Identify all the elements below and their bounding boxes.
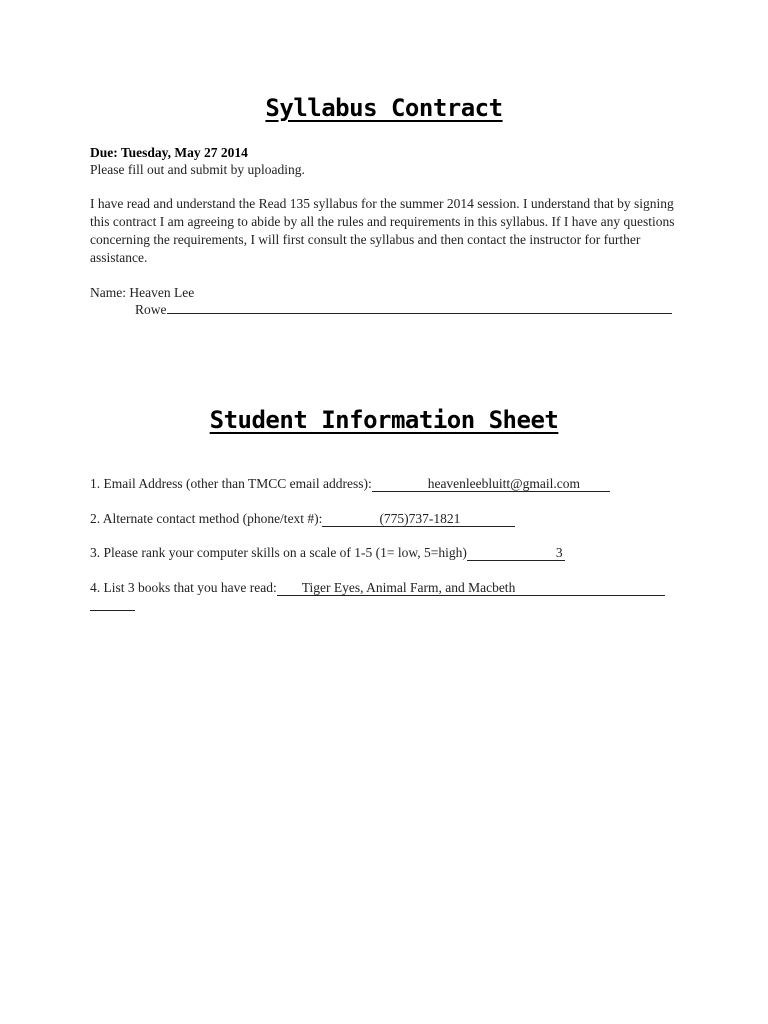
answer-skills-value: 3 [555, 545, 563, 560]
answer-email-value: heavenleebluitt@gmail.com [427, 476, 580, 491]
due-date: Due: Tuesday, May 27 2014 [90, 145, 248, 160]
answer-contact-value: (775)737-1821 [379, 511, 461, 526]
question-skills-prompt: 3. Please rank your computer skills on a scale of 1-5 (1= low, 5=high) [90, 545, 467, 560]
question-books-prompt: 4. List 3 books that you have read: [90, 580, 277, 595]
instructions-text: Please fill out and submit by uploading. [90, 162, 305, 177]
answer-email-field[interactable] [372, 476, 610, 492]
question-email [90, 476, 610, 492]
question-contact-prompt: 2. Alternate contact method (phone/text #): [90, 511, 323, 526]
answer-books-line-2[interactable] [90, 599, 135, 611]
answer-contact-field[interactable] [322, 511, 515, 527]
question-books [90, 580, 665, 596]
signature-line [167, 302, 672, 314]
info-sheet-title: Student Information Sheet [209, 406, 559, 434]
contract-paragraph: I have read and understand the Read 135 syllabus for the summer 2014 session. I understand that by signing this contract I am agreeing to abide by all the rules and requirements in this syllabus. If I have any questions concerning the requirements, I will first consult the syllabus and then contact the instructor for further assistance. [90, 196, 675, 265]
answer-books-field[interactable] [277, 580, 665, 596]
contract-title: Syllabus Contract [265, 94, 503, 122]
question-contact [90, 511, 515, 527]
name-surname: Rowe [135, 302, 167, 317]
question-email-prompt: 1. Email Address (other than TMCC email address): [90, 476, 372, 491]
name-label: Name: Heaven Lee [90, 285, 195, 300]
question-skills [90, 545, 565, 561]
answer-skills-field[interactable] [467, 545, 565, 561]
answer-books-value: Tiger Eyes, Animal Farm, and Macbeth [301, 580, 516, 595]
question-books-continuation [90, 599, 135, 615]
name-continuation [135, 302, 672, 318]
